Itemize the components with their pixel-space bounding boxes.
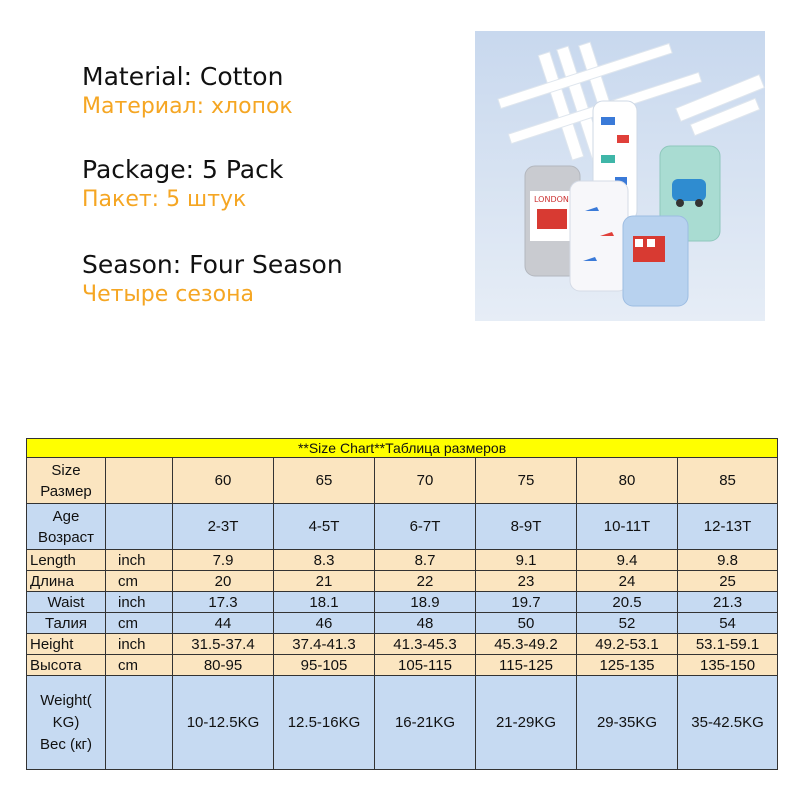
weight-cell: 21-29KG — [476, 676, 577, 770]
waist-cm-cell: 48 — [375, 613, 476, 634]
weight-label-en-2: KG) — [52, 713, 80, 731]
size-cell: 70 — [375, 458, 476, 504]
age-label-en: Age — [52, 507, 80, 525]
weight-cell: 12.5-16KG — [274, 676, 375, 770]
spec-material — [82, 62, 293, 122]
weight-label-en-1: Weight( — [40, 691, 92, 709]
size-cell: 80 — [577, 458, 678, 504]
length-cm-cell: 20 — [173, 571, 274, 592]
size-label-ru: Размер — [40, 482, 92, 500]
unit-inch: inch — [106, 634, 173, 655]
age-cell: 12-13T — [678, 504, 778, 550]
weight-cell: 10-12.5KG — [173, 676, 274, 770]
package-en: Package: 5 Pack — [82, 155, 284, 184]
height-inch-cell: 53.1-59.1 — [678, 634, 778, 655]
spec-package — [82, 155, 283, 215]
waist-label-ru: Талия — [27, 613, 106, 634]
age-label — [27, 504, 106, 550]
height-label-en: Height — [27, 634, 106, 655]
weight-row — [27, 676, 778, 770]
weight-cell: 16-21KG — [375, 676, 476, 770]
waist-inch-cell: 17.3 — [173, 592, 274, 613]
age-cell: 4-5T — [274, 504, 375, 550]
waist-cm-row — [27, 613, 778, 634]
waist-inch-row — [27, 592, 778, 613]
age-unit-empty — [106, 504, 173, 550]
unit-cm: cm — [106, 571, 173, 592]
age-cell: 2-3T — [173, 504, 274, 550]
height-cm-cell: 115-125 — [476, 655, 577, 676]
print-text: LONDON — [534, 195, 569, 204]
size-cell: 65 — [274, 458, 375, 504]
weight-cell: 35-42.5KG — [678, 676, 778, 770]
size-label-en: Size — [51, 461, 81, 479]
weight-label-ru: Вес (кг) — [39, 735, 93, 753]
waist-inch-cell: 18.9 — [375, 592, 476, 613]
height-cm-cell: 125-135 — [577, 655, 678, 676]
height-inch-cell: 37.4-41.3 — [274, 634, 375, 655]
size-chart-table — [26, 438, 778, 770]
unit-inch: inch — [106, 550, 173, 571]
waist-cm-cell: 52 — [577, 613, 678, 634]
waist-inch-cell: 21.3 — [678, 592, 778, 613]
height-cm-cell: 135-150 — [678, 655, 778, 676]
length-inch-cell: 9.8 — [678, 550, 778, 571]
season-ru: Четыре сезона — [82, 282, 254, 307]
unit-inch: inch — [106, 592, 173, 613]
length-inch-row — [27, 550, 778, 571]
height-cm-row — [27, 655, 778, 676]
height-cm-cell: 95-105 — [274, 655, 375, 676]
age-cell: 6-7T — [375, 504, 476, 550]
product-illustration — [475, 31, 765, 321]
product-photo — [475, 31, 765, 321]
length-cm-cell: 25 — [678, 571, 778, 592]
weight-unit-empty — [106, 676, 173, 770]
length-cm-row — [27, 571, 778, 592]
height-inch-cell: 31.5-37.4 — [173, 634, 274, 655]
waist-cm-cell: 44 — [173, 613, 274, 634]
weight-label — [27, 676, 106, 770]
weight-cell: 29-35KG — [577, 676, 678, 770]
waist-cm-cell: 50 — [476, 613, 577, 634]
size-cell: 85 — [678, 458, 778, 504]
age-cell: 10-11T — [577, 504, 678, 550]
waist-cm-cell: 46 — [274, 613, 375, 634]
size-unit-empty — [106, 458, 173, 504]
size-row — [27, 458, 778, 504]
waist-inch-cell: 18.1 — [274, 592, 375, 613]
size-cell: 60 — [173, 458, 274, 504]
waist-cm-cell: 54 — [678, 613, 778, 634]
height-inch-row — [27, 634, 778, 655]
waist-inch-cell: 19.7 — [476, 592, 577, 613]
length-label-en: Length — [27, 550, 106, 571]
height-inch-cell: 41.3-45.3 — [375, 634, 476, 655]
length-inch-cell: 7.9 — [173, 550, 274, 571]
length-cm-cell: 21 — [274, 571, 375, 592]
size-chart-title: **Size Chart**Таблица размеров — [27, 439, 778, 458]
waist-label-en: Waist — [27, 592, 106, 613]
height-cm-cell: 105-115 — [375, 655, 476, 676]
length-inch-cell: 8.7 — [375, 550, 476, 571]
age-row — [27, 504, 778, 550]
unit-cm: cm — [106, 655, 173, 676]
size-cell: 75 — [476, 458, 577, 504]
waist-inch-cell: 20.5 — [577, 592, 678, 613]
height-inch-cell: 49.2-53.1 — [577, 634, 678, 655]
length-inch-cell: 9.4 — [577, 550, 678, 571]
material-ru: Материал: хлопок — [82, 94, 293, 119]
unit-cm: cm — [106, 613, 173, 634]
length-inch-cell: 8.3 — [274, 550, 375, 571]
height-cm-cell: 80-95 — [173, 655, 274, 676]
package-ru: Пакет: 5 штук — [82, 187, 247, 212]
spec-season — [82, 250, 343, 310]
length-label-ru: Длина — [27, 571, 106, 592]
length-inch-cell: 9.1 — [476, 550, 577, 571]
age-cell: 8-9T — [476, 504, 577, 550]
material-en: Material: Cotton — [82, 62, 284, 91]
size-label — [27, 458, 106, 504]
height-inch-cell: 45.3-49.2 — [476, 634, 577, 655]
season-en: Season: Four Season — [82, 250, 343, 279]
length-cm-cell: 23 — [476, 571, 577, 592]
height-label-ru: Высота — [27, 655, 106, 676]
length-cm-cell: 24 — [577, 571, 678, 592]
length-cm-cell: 22 — [375, 571, 476, 592]
age-label-ru: Возраст — [37, 528, 95, 546]
